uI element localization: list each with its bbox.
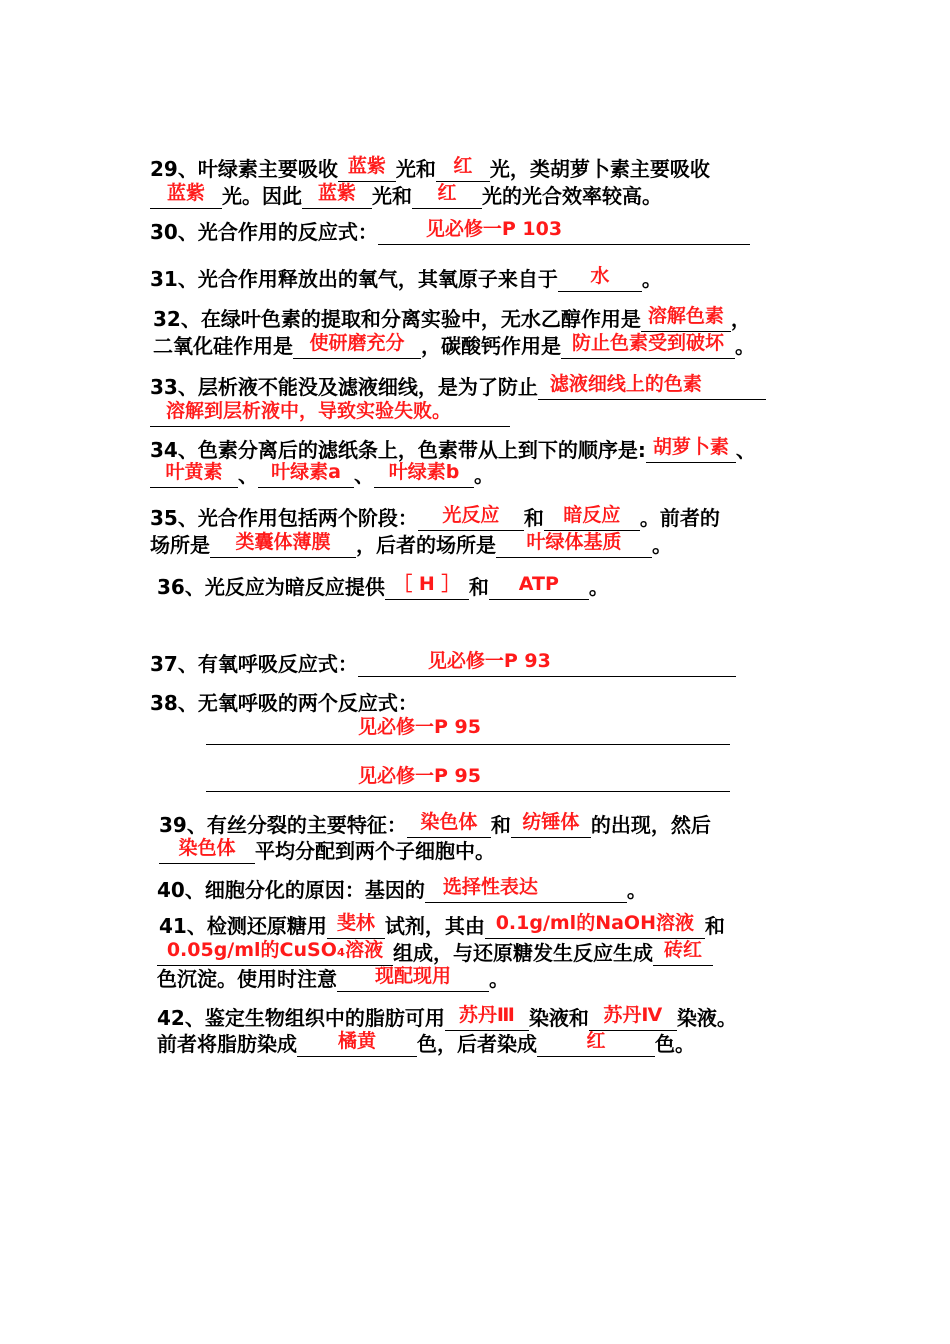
q32-line1 (153, 306, 751, 332)
q35-text-f: 。 (652, 533, 672, 557)
q32-text-c: 二氧化硅作用是 (153, 334, 293, 358)
q34-blank1[interactable] (646, 436, 736, 463)
q37-answer: 见必修一P 93 (427, 650, 551, 672)
q42-line1 (157, 1005, 737, 1031)
q32-text-b: ， (730, 307, 751, 331)
q29-text-e: 光和 (372, 184, 412, 208)
q39-text-c: 的出现，然后 (590, 813, 711, 837)
q31-text-a: 31、光合作用释放出的氧气，其氧原子来自于 (150, 267, 558, 291)
q32-answer2: 使研磨充分 (309, 332, 405, 354)
q41-text-f: 。 (489, 967, 509, 991)
q31-line (150, 266, 662, 292)
q32-text-d: ，碳酸钙作用是 (421, 334, 561, 358)
q38-text: 38、无氧呼吸的两个反应式： (150, 691, 418, 715)
q39-line1 (159, 812, 711, 838)
q41-line3 (157, 966, 509, 992)
q29-text-a: 29、叶绿素主要吸收 (150, 157, 338, 181)
q39-blank3[interactable] (159, 837, 255, 864)
q42-answer2: 苏丹Ⅳ (603, 1004, 663, 1026)
q36-answer2: ATP (518, 573, 559, 595)
q34-answer4: 叶绿素b (388, 461, 460, 483)
q42-text-e: 色，后者染成 (417, 1032, 537, 1056)
q32-blank2[interactable] (293, 332, 421, 359)
q29-answer1: 蓝紫 (347, 155, 386, 177)
q33-text: 33、层析液不能没及滤液细线，是为了防止 (150, 375, 538, 399)
q35-blank3[interactable] (210, 531, 356, 558)
q38-answer2: 见必修一P 95 (358, 765, 481, 787)
q41-text-c: 和 (704, 914, 725, 938)
q35-line1 (150, 505, 720, 531)
q33-blank1[interactable] (538, 373, 766, 400)
q29-answer3: 蓝紫 (166, 182, 205, 204)
q33-line2 (150, 401, 510, 427)
q38-blank2[interactable] (206, 791, 730, 792)
q41-answer1: 斐林 (336, 912, 375, 934)
q35-answer1: 光反应 (442, 504, 500, 526)
q33-line1 (150, 374, 766, 400)
q34-text-b: 、 (735, 438, 756, 462)
q41-text-d: 组成，与还原糖发生反应生成 (393, 941, 653, 965)
q42-blank3[interactable] (297, 1030, 417, 1057)
q39-answer3: 染色体 (178, 837, 236, 859)
q29-blank1[interactable] (338, 155, 396, 182)
q38-line (150, 690, 418, 716)
q36-text-a: 36、光反应为暗反应提供 (157, 575, 385, 599)
q34-text-c: 、 (238, 463, 258, 487)
q34-text-e: 。 (474, 463, 494, 487)
q41-line1 (159, 913, 725, 939)
q39-line2 (159, 838, 495, 864)
q40-line (157, 877, 647, 903)
q35-text-c: 。前者的 (639, 506, 720, 530)
q40-text-b: 。 (626, 878, 647, 902)
q42-text-d: 前者将脂肪染成 (157, 1032, 297, 1056)
q32-answer3: 防止色素受到破坏 (571, 332, 724, 354)
q39-text-b: 和 (490, 813, 511, 837)
q41-blank1[interactable] (327, 912, 385, 939)
q35-answer2: 暗反应 (563, 504, 621, 526)
q35-text-d: 场所是 (150, 533, 210, 557)
q38-blank1[interactable] (206, 744, 730, 745)
q42-answer4: 红 (586, 1030, 606, 1052)
q41-line2 (157, 940, 713, 966)
q37-text: 37、有氧呼吸反应式： (150, 652, 358, 676)
q29-blank2[interactable] (436, 155, 490, 182)
q41-blank3[interactable] (157, 939, 393, 966)
q40-text-a: 40、细胞分化的原因：基因的 (157, 878, 425, 902)
q39-blank2[interactable] (511, 811, 591, 838)
q32-blank1[interactable] (641, 305, 731, 332)
q36-blank2[interactable] (489, 573, 589, 600)
q39-text-a: 39、有丝分裂的主要特征： (159, 813, 407, 837)
q41-answer4: 砖红 (663, 939, 702, 961)
q31-blank[interactable] (558, 265, 642, 292)
q29-blank3[interactable] (150, 182, 222, 209)
q38-answer1: 见必修一P 95 (358, 716, 481, 738)
q35-text-a: 35、光合作用包括两个阶段： (150, 506, 418, 530)
q29-line1 (150, 156, 710, 182)
q35-blank1[interactable] (418, 504, 524, 531)
q42-text-c: 染液。 (676, 1006, 737, 1030)
q40-blank[interactable] (425, 876, 627, 903)
q33-blank2[interactable] (150, 400, 510, 427)
q41-text-b: 试剂，其由 (384, 914, 485, 938)
q35-blank4[interactable] (496, 531, 652, 558)
q30-text: 30、光合作用的反应式： (150, 220, 378, 244)
q34-line1 (150, 437, 756, 463)
q30-line (150, 219, 750, 245)
q29-text-f: 光的光合效率较高。 (482, 184, 662, 208)
q42-blank4[interactable] (537, 1030, 655, 1057)
q31-text-b: 。 (641, 267, 662, 291)
q30-blank[interactable] (378, 218, 750, 245)
q42-answer3: 橘黄 (337, 1030, 376, 1052)
q34-answer1: 胡萝卜素 (652, 436, 729, 458)
q35-answer3: 类囊体薄膜 (235, 531, 331, 553)
q36-line (157, 574, 609, 600)
q34-answer2: 叶黄素 (165, 461, 223, 483)
q34-text-a: 34、色素分离后的滤纸条上，色素带从上到下的顺序是: (150, 438, 646, 462)
q32-text-e: 。 (735, 334, 755, 358)
q29-text-c: 光，类胡萝卜素主要吸收 (489, 157, 710, 181)
q29-blank5[interactable] (412, 182, 482, 209)
q29-text-b: 光和 (395, 157, 436, 181)
q37-line (150, 651, 736, 677)
q35-blank2[interactable] (544, 504, 640, 531)
q42-text-a: 42、鉴定生物组织中的脂肪可用 (157, 1006, 445, 1030)
q31-answer: 水 (590, 265, 610, 287)
q29-text-d: 光。因此 (222, 184, 302, 208)
q42-text-f: 色。 (655, 1032, 695, 1056)
q36-blank1[interactable] (385, 573, 469, 600)
q41-text-a: 41、检测还原糖用 (159, 914, 327, 938)
q39-blank1[interactable] (407, 811, 491, 838)
q41-blank2[interactable] (485, 912, 705, 939)
q41-blank4[interactable] (653, 939, 713, 966)
q29-line2 (150, 183, 662, 209)
q42-text-b: 染液和 (528, 1006, 589, 1030)
q29-blank4[interactable] (302, 182, 372, 209)
q29-answer2: 红 (453, 155, 473, 177)
q39-text-d: 平均分配到两个子细胞中。 (255, 839, 495, 863)
q42-answer1: 苏丹Ⅲ (458, 1004, 515, 1026)
q41-text-e: 色沉淀。使用时注意 (157, 967, 337, 991)
q34-text-d: 、 (354, 463, 374, 487)
q41-answer3: 0.05g/ml的CuSO₄溶液 (166, 939, 384, 961)
q34-line2 (150, 462, 494, 488)
q41-answer5: 现配现用 (374, 965, 451, 987)
q29-answer4: 蓝紫 (317, 182, 356, 204)
q35-answer4: 叶绿体基质 (526, 531, 622, 553)
q34-answer3: 叶绿素a (271, 461, 341, 483)
q33-answer2: 溶解到层析液中，导致实验失败。 (166, 400, 452, 422)
q36-text-b: 和 (468, 575, 489, 599)
q33-answer1: 滤液细线上的色素 (549, 373, 702, 395)
q41-answer2: 0.1g/ml的NaOH溶液 (495, 912, 694, 934)
q39-answer2: 纺锤体 (522, 811, 580, 833)
q34-blank4[interactable] (374, 461, 474, 488)
q42-line2 (157, 1031, 695, 1057)
q42-blank1[interactable] (445, 1004, 529, 1031)
q36-text-c: 。 (588, 575, 609, 599)
q34-blank2[interactable] (150, 461, 238, 488)
q32-blank3[interactable] (561, 332, 735, 359)
q30-answer: 见必修一P 103 (425, 218, 563, 240)
q29-answer5: 红 (437, 182, 457, 204)
q40-answer: 选择性表达 (442, 876, 538, 898)
q35-text-e: ，后者的场所是 (356, 533, 496, 557)
q35-line2 (150, 532, 672, 558)
q35-text-b: 和 (523, 506, 544, 530)
q32-text-a: 32、在绿叶色素的提取和分离实验中，无水乙醇作用是 (153, 307, 641, 331)
q42-blank2[interactable] (589, 1004, 677, 1031)
q32-answer1: 溶解色素 (647, 305, 724, 327)
q36-answer1: ［ H ］ (393, 573, 461, 595)
q39-answer1: 染色体 (420, 811, 478, 833)
q34-blank3[interactable] (258, 461, 354, 488)
q37-blank[interactable] (358, 650, 736, 677)
q41-blank5[interactable] (337, 965, 489, 992)
q32-line2 (153, 333, 755, 359)
